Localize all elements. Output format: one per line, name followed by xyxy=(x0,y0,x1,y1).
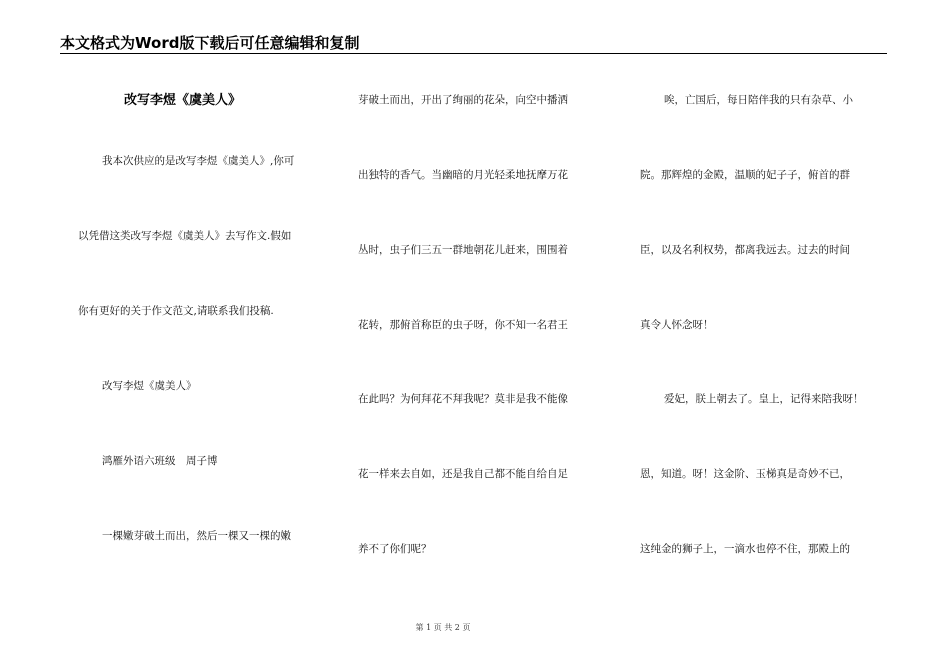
middle-line-6: 花一样来去自如，还是我自己都不能自给自足 xyxy=(358,468,568,480)
middle-line-7: 养不了你们呢？ xyxy=(358,543,432,555)
left-line-1: 我本次供应的是改写李煜《虞美人》,你可 xyxy=(102,155,295,167)
left-line-6: 一棵嫩芽破土而出，然后一棵又一棵的嫩 xyxy=(102,530,291,542)
document-header: 本文格式为Word版下载后可任意编辑和复制 xyxy=(60,34,360,52)
middle-line-3: 丛时，虫子们三五一群地朝花儿赶来，围围着 xyxy=(358,244,568,256)
left-line-2: 以凭借这类改写李煜《虞美人》去写作文.假如 xyxy=(78,230,292,242)
right-line-5: 爱妃，朕上朝去了。皇上，记得来陪我呀！ xyxy=(664,393,864,405)
right-line-1: 唉，亡国后，每日陪伴我的只有杂草、小 xyxy=(664,94,853,106)
middle-line-5: 在此吗？为何拜花不拜我呢？莫非是我不能像 xyxy=(358,393,568,405)
right-line-4: 真令人怀念呀！ xyxy=(640,319,714,331)
middle-line-2: 出独特的香气。当幽暗的月光轻柔地抚摩万花 xyxy=(358,169,568,181)
right-line-7: 这纯金的狮子上，一滴水也停不住，那殿上的 xyxy=(640,543,850,555)
right-line-3: 臣，以及名利权势，都离我远去。过去的时间 xyxy=(640,244,850,256)
left-line-4: 改写李煜《虞美人》 xyxy=(102,380,197,392)
middle-line-1: 芽破土而出，开出了绚丽的花朵，向空中播洒 xyxy=(358,94,568,106)
article-title: 改写李煜《虞美人》 xyxy=(124,93,242,108)
header-rule xyxy=(60,53,887,54)
right-line-6: 恩，知道。呀！这金阶、玉梯真是奇妙不已， xyxy=(640,468,850,480)
left-line-3: 你有更好的关于作文范文,请联系我们投稿. xyxy=(78,305,274,317)
page-number: 第 1 页 共 2 页 xyxy=(415,623,471,632)
middle-line-4: 花转，那俯首称臣的虫子呀，你不知一名君王 xyxy=(358,319,568,331)
left-line-5: 鸿雁外语六班级 周子博 xyxy=(102,455,218,467)
right-line-2: 院。那辉煌的金殿，温顺的妃子子，俯首的群 xyxy=(640,169,850,181)
